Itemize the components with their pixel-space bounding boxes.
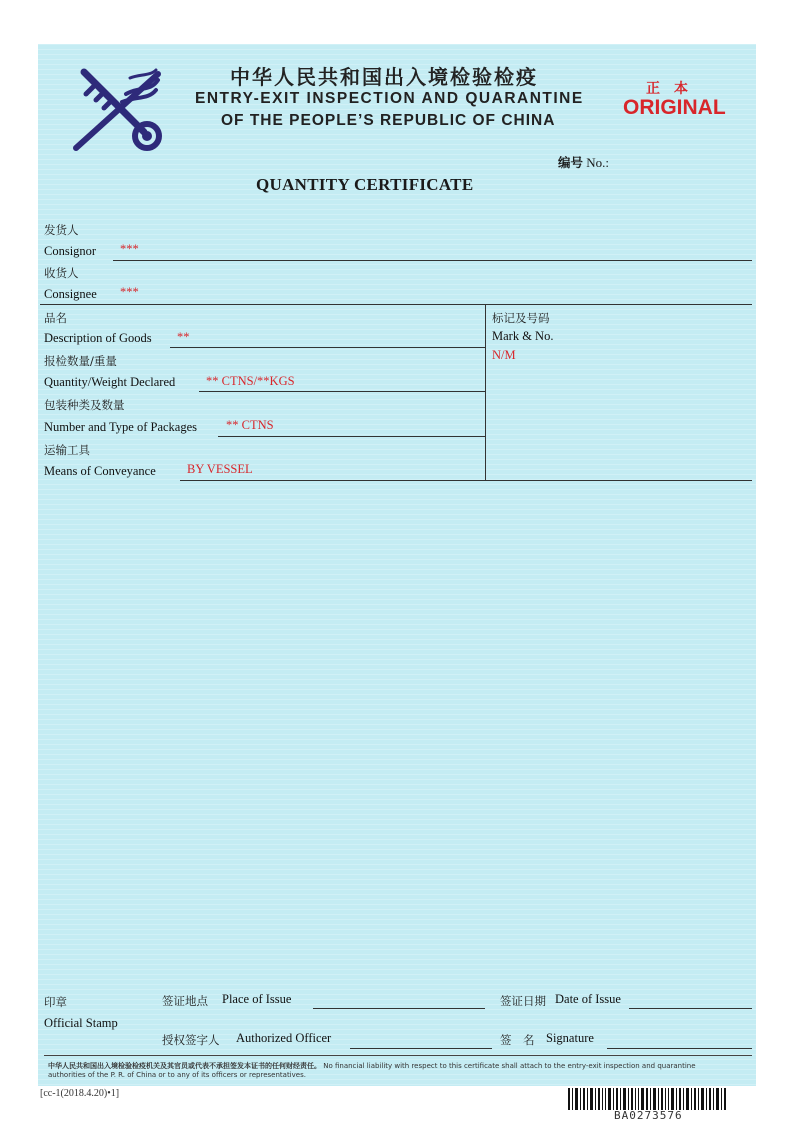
disclaimer-cn: 中华人民共和国出入境检验检疫机关及其官员或代表不承担签发本证书的任何财经责任。 — [48, 1062, 321, 1070]
conveyance-label-en: Means of Conveyance — [44, 464, 156, 478]
footer-rule — [44, 1055, 752, 1056]
agency-name-cn: 中华人民共和国出入境检验检疫 — [230, 65, 538, 89]
quantity-value[interactable]: ** CTNS/**KGS — [206, 374, 295, 388]
stamp-label-en: Official Stamp — [44, 1016, 118, 1030]
packages-underline — [218, 436, 485, 437]
consignor-value[interactable]: *** — [120, 242, 139, 256]
disclaimer-en-2: authorities of the P. R. of China or to any of its officers or representatives. — [48, 1071, 306, 1079]
consignee-label-cn: 收货人 — [44, 266, 79, 280]
officer-label-cn: 授权签字人 — [162, 1033, 220, 1047]
place-label-cn: 签证地点 — [162, 994, 208, 1008]
original-mark-cn: 正本 — [646, 81, 702, 97]
signature-line — [607, 1048, 752, 1049]
conveyance-value[interactable]: BY VESSEL — [187, 462, 253, 476]
quantity-label-en: Quantity/Weight Declared — [44, 375, 176, 389]
agency-name-en-line2: OF THE PEOPLE’S REPUBLIC OF CHINA — [221, 112, 556, 129]
consignor-underline — [113, 260, 752, 261]
barcode-icon — [568, 1088, 728, 1110]
certificate-sheet — [38, 44, 756, 1086]
certificate-number-label-en: No.: — [586, 155, 610, 170]
quantity-label-cn: 报检数量/重量 — [44, 354, 117, 368]
packages-value[interactable]: ** CTNS — [226, 418, 274, 432]
mark-label-en: Mark & No. — [492, 329, 554, 343]
mark-column-divider — [485, 304, 486, 481]
consignor-label-en: Consignor — [44, 244, 97, 258]
goods-underline — [170, 347, 485, 348]
quantity-underline — [199, 391, 485, 392]
consignee-value[interactable]: *** — [120, 285, 139, 299]
authorized-officer-line — [350, 1048, 492, 1049]
conveyance-underline — [180, 480, 752, 481]
packages-label-en: Number and Type of Packages — [44, 420, 198, 434]
certificate-number — [558, 153, 609, 171]
goods-label-en: Description of Goods — [44, 331, 152, 345]
packages-label-cn: 包装种类及数量 — [44, 398, 125, 412]
mark-label-cn: 标记及号码 — [492, 311, 550, 325]
serial-number: BA0273576 — [614, 1109, 683, 1122]
consignor-label-cn: 发货人 — [44, 223, 79, 237]
signature-label-en: Signature — [546, 1031, 594, 1045]
consignee-underline — [40, 304, 752, 305]
place-label-en: Place of Issue — [222, 992, 292, 1006]
footer-disclaimer — [48, 1062, 753, 1080]
agency-name-en-line1: ENTRY-EXIT INSPECTION AND QUARANTINE — [195, 90, 584, 107]
date-label-en: Date of Issue — [555, 992, 621, 1006]
stamp-label-cn: 印章 — [44, 995, 67, 1009]
conveyance-label-cn: 运输工具 — [44, 443, 90, 457]
form-code: [cc-1(2018.4.20)•1] — [40, 1088, 120, 1099]
certificate-title: QUANTITY CERTIFICATE — [256, 175, 474, 194]
consignee-label-en: Consignee — [44, 287, 97, 301]
signature-label-cn: 签 名 — [500, 1033, 535, 1047]
date-of-issue-line — [629, 1008, 752, 1009]
disclaimer-en-1: No financial liability with respect to this certificate shall attach to the entry-exit inspection and quarantine — [323, 1062, 696, 1070]
original-mark-en: ORIGINAL — [623, 96, 726, 119]
certificate-number-label-cn: 编号 — [558, 155, 584, 170]
goods-value[interactable]: ** — [177, 330, 190, 344]
place-of-issue-line — [313, 1008, 485, 1009]
officer-label-en: Authorized Officer — [236, 1031, 332, 1045]
date-label-cn: 签证日期 — [500, 994, 546, 1008]
goods-label-cn: 品名 — [44, 311, 67, 325]
ciq-emblem-icon — [70, 66, 164, 154]
mark-value[interactable]: N/M — [492, 348, 516, 362]
